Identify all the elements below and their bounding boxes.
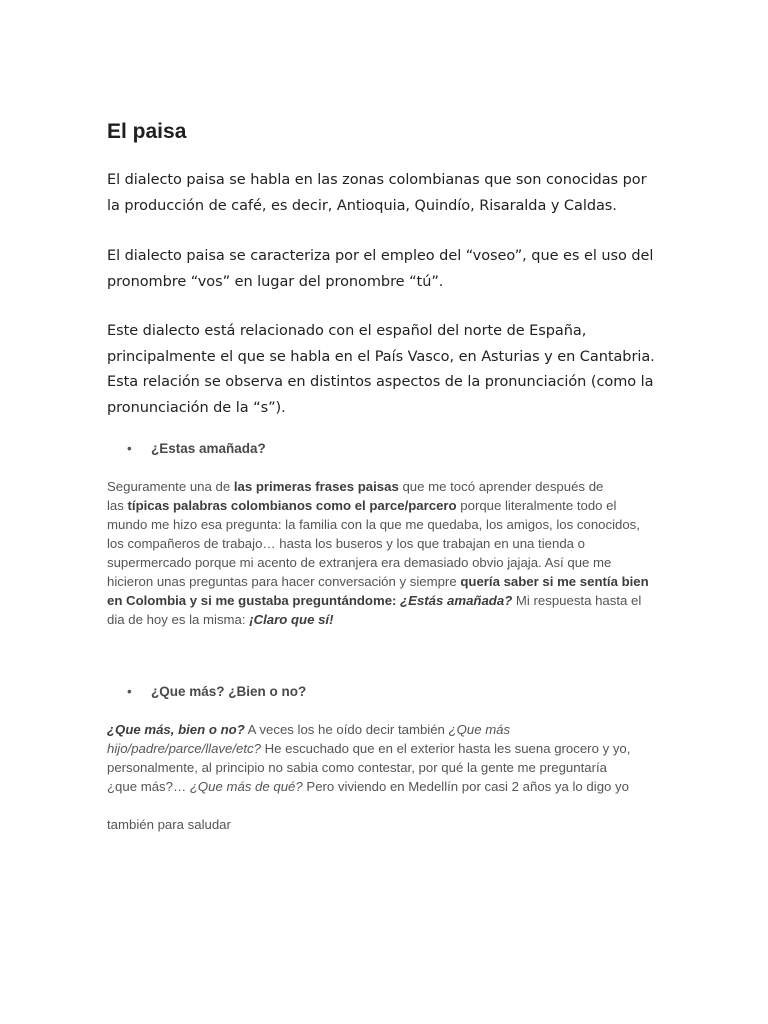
text-run-bold-italic: ¿Estás amañada? [400,593,513,608]
text-line: principalmente el que se habla en el País Vasco, en Asturias y en Cantabria. [107,348,655,365]
text-run: las [107,498,128,513]
text-run: que me tocó aprender después de [398,479,604,494]
bullet-icon: • [127,684,132,699]
text-run: Pero viviendo en Medellín por casi 2 años ya lo digo yo [302,779,629,794]
text-run-italic: ¿Que más de qué? [186,779,303,794]
paragraph-intro [107,168,687,219]
text-run: ¿que más?… [107,779,187,794]
text-line: Este dialecto está relacionado con el español del norte de España, [107,323,587,339]
paragraph-closing [107,815,667,834]
text-run-bold-italic: ¿Que más, bien o no? [107,722,245,737]
text-run: Mi respuesta hasta el [512,593,642,608]
text-run-bold-italic: ¡Claro que sí! [249,612,334,627]
text-line: pronunciación de la “s”). [107,399,286,416]
text-line: El dialecto paisa se habla en las zonas colombianas que son conocidas por [107,172,647,188]
text-line: pronombre “vos” en lugar del pronombre “tú”. [107,273,444,290]
bullet-item-que-mas [127,684,306,699]
text-run: mundo me hizo esa pregunta: la familia con la que me quedaba, los amigos, los conocidos, [107,517,640,532]
text-run-bold: quería saber si me sentía bien [460,574,649,589]
text-run: personalmente, al principio no sabia como contestar, por qué la gente me preguntaría [107,760,607,775]
text-line: El dialecto paisa se caracteriza por el empleo del “voseo”, que es el uso del [107,248,654,264]
paragraph-voseo [107,244,687,295]
text-run: supermercado porque mi acento de extranjera era demasiado obvio jajaja. Así que me [107,555,612,570]
paragraph-origin [107,319,687,421]
text-run-italic: hijo/padre/parce/llave/etc? [107,741,261,756]
bullet-item-amanada [127,441,266,456]
text-run: Seguramente una de [107,479,234,494]
text-line: la producción de café, es decir, Antioquia, Quindío, Risaralda y Caldas. [107,197,617,214]
text-run-bold: las primeras frases paisas [233,479,399,494]
bullet-icon: • [127,441,132,456]
text-run-bold: típicas palabras colombianos como el parce/parcero [127,498,457,513]
paragraph-amanada [107,477,667,629]
text-line: Esta relación se observa en distintos aspectos de la pronunciación (como la [107,374,654,390]
text-run: dia de hoy es la misma: [107,612,250,627]
text-run: hicieron unas preguntas para hacer conversación y siempre [107,574,461,589]
page-title: El paisa [107,120,187,143]
bullet-text: ¿Que más? ¿Bien o no? [151,684,307,699]
text-run: también para saludar [107,817,231,832]
text-run: los compañeros de trabajo… hasta los buseros y los que trabajan en una tienda o [107,536,585,551]
text-run-italic: ¿Que más [448,722,511,737]
text-run: porque literalmente todo el [456,498,617,513]
text-run: He escuchado que en el exterior hasta les suena grocero y yo, [260,741,631,756]
text-run: A veces los he oído decir también [244,722,449,737]
bullet-text: ¿Estas amañada? [151,441,266,456]
text-run-bold: en Colombia y si me gustaba preguntándome: [107,593,401,608]
paragraph-que-mas [107,720,667,796]
